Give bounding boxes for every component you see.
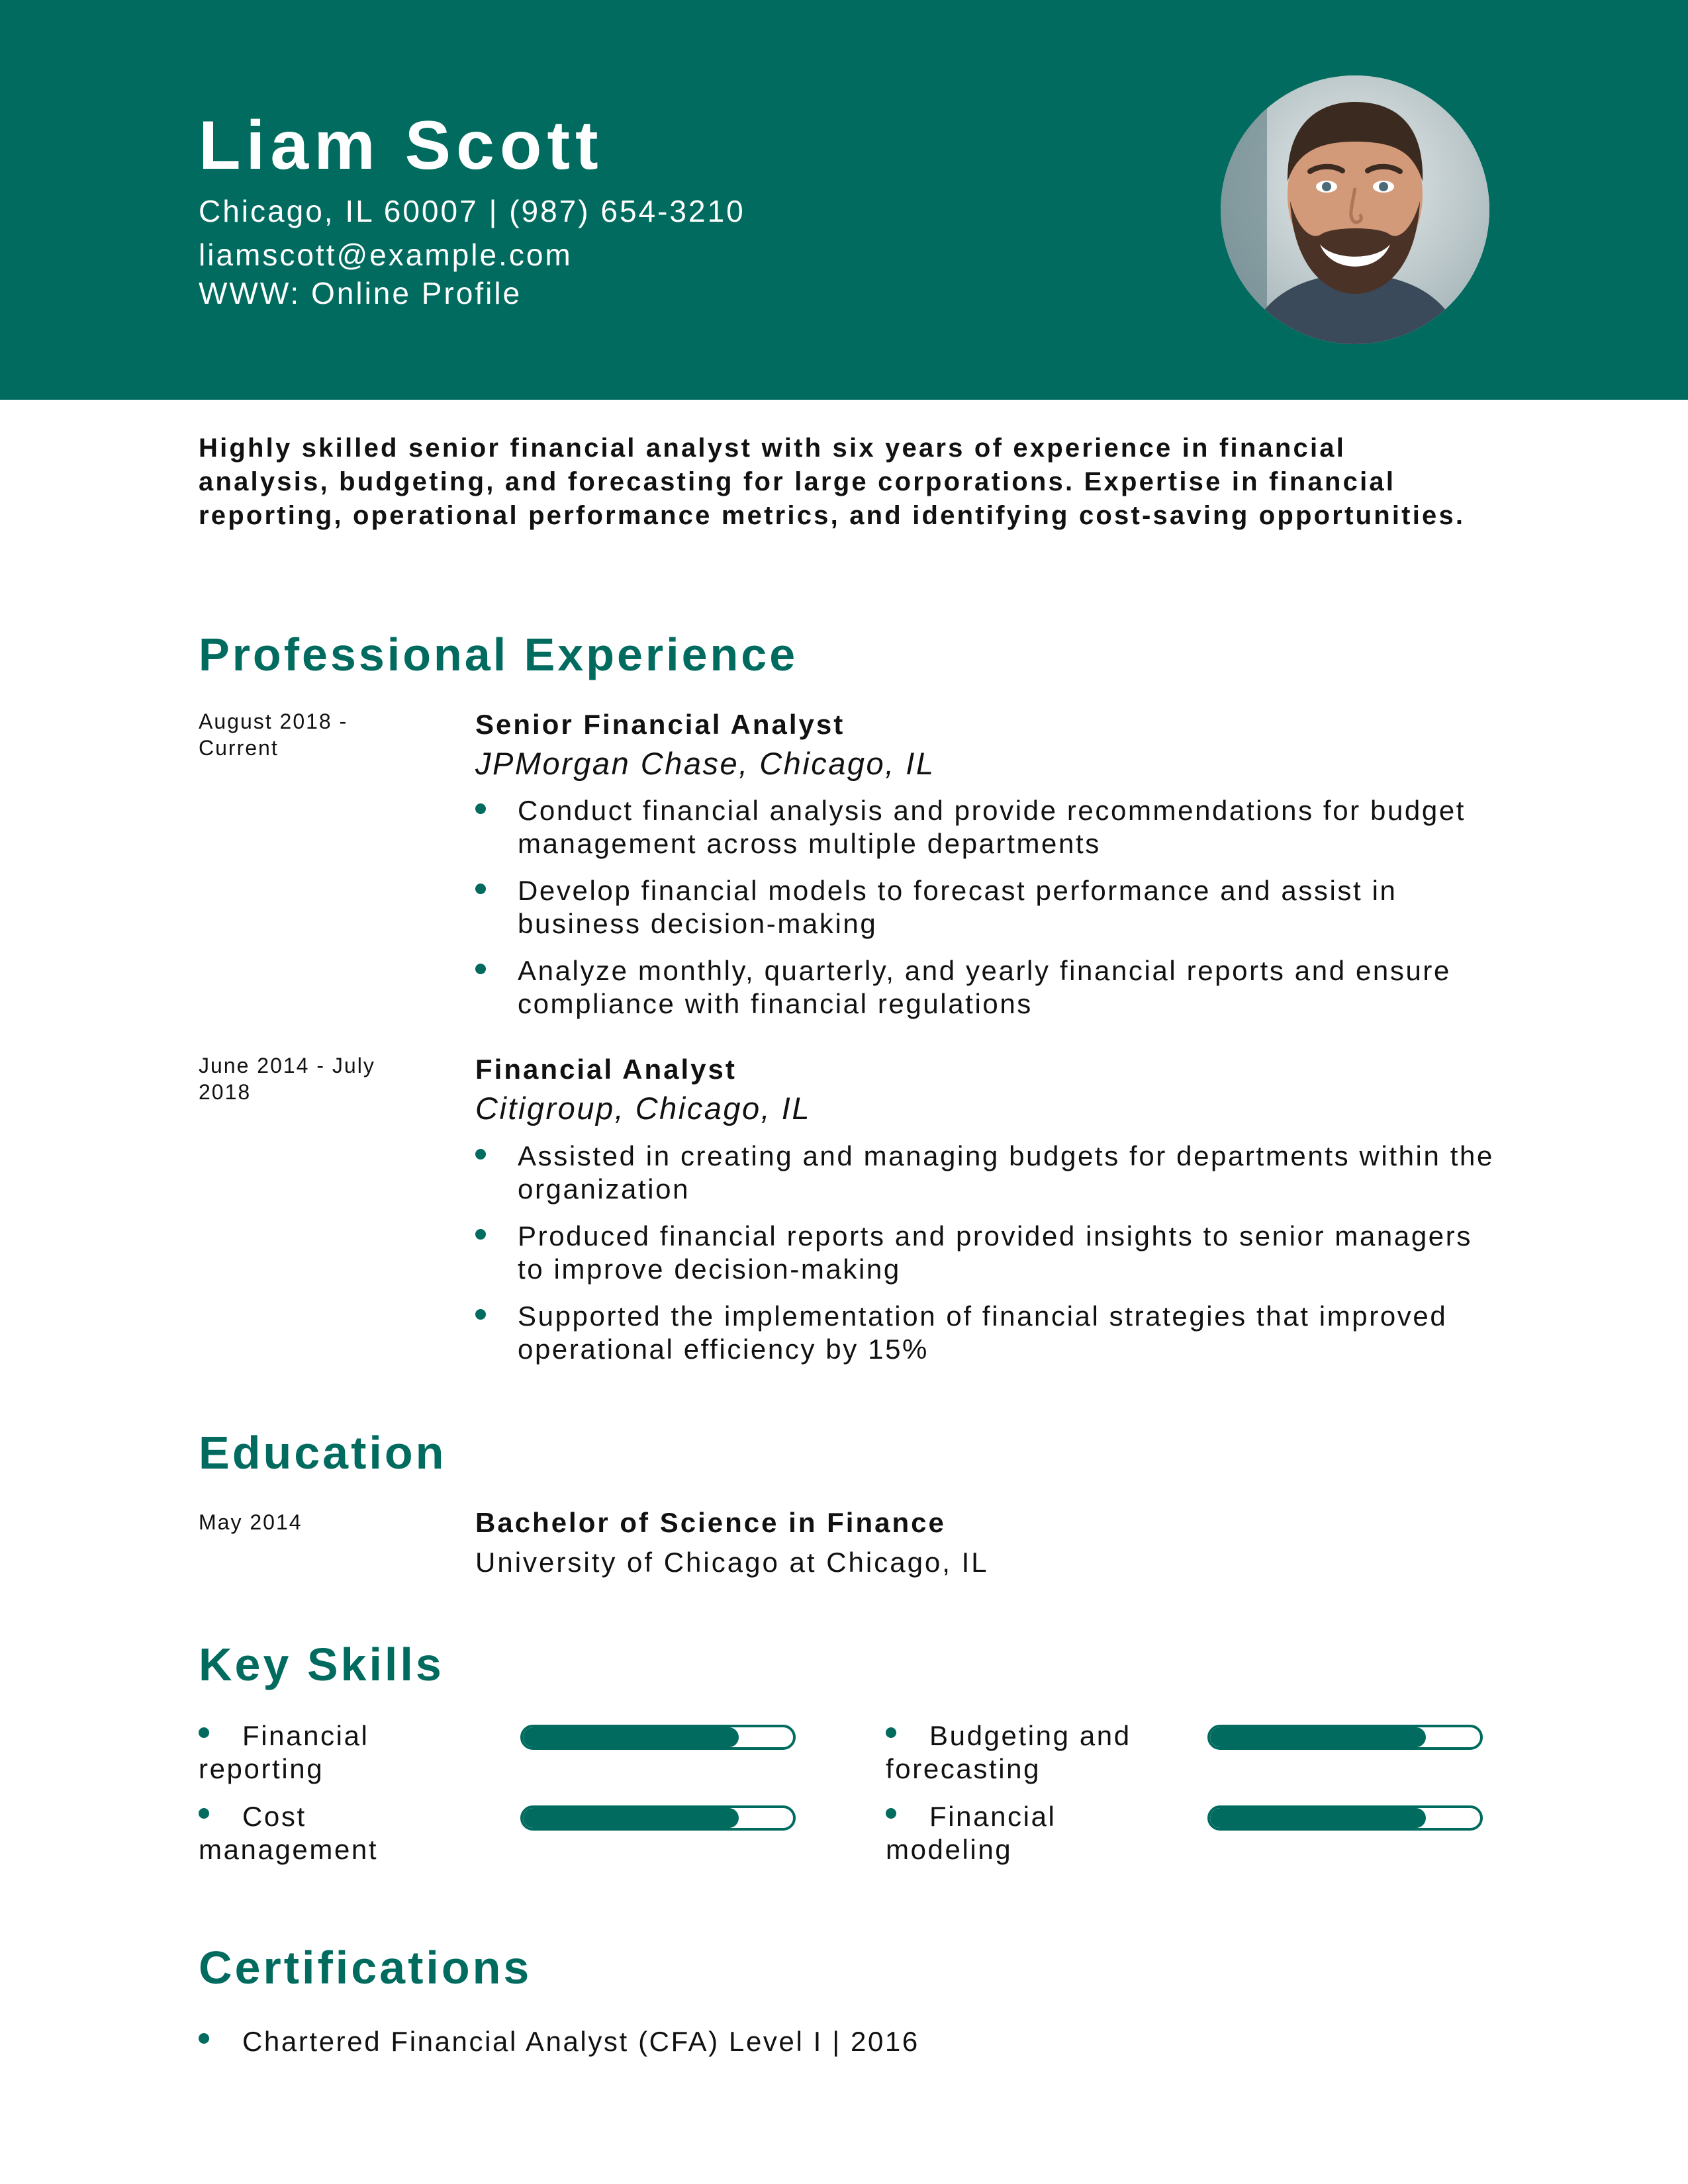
job-dates: August 2018 - Current <box>199 709 348 760</box>
skill-level-fill <box>523 1808 739 1828</box>
skill-item <box>886 1719 1548 1792</box>
skill-name: Financial modeling <box>886 1801 1056 1865</box>
profile-photo <box>1221 75 1489 344</box>
email-address[interactable]: liamscott@example.com <box>199 238 573 272</box>
skill-level-bar <box>520 1805 796 1831</box>
skill-level-fill <box>1210 1808 1426 1828</box>
skill-name: Cost management <box>199 1801 379 1865</box>
certifications-heading: Certifications <box>199 1942 532 1993</box>
education-heading: Education <box>199 1427 447 1479</box>
skill-item <box>199 1719 861 1792</box>
job-dates: June 2014 - July 2018 <box>199 1054 375 1104</box>
job-company: JPMorgan Chase, Chicago, IL <box>475 746 935 781</box>
education-date: May 2014 <box>199 1510 303 1534</box>
skill-level-bar <box>520 1725 796 1750</box>
skill-level-bar <box>1207 1805 1483 1831</box>
bullet-icon <box>475 1309 486 1320</box>
skill-level-fill <box>523 1727 739 1747</box>
header-banner <box>0 0 1688 400</box>
skill-level-fill <box>1210 1727 1426 1747</box>
bullet-icon <box>475 1149 486 1160</box>
job-company: Citigroup, Chicago, IL <box>475 1091 811 1126</box>
education-school: University of Chicago at Chicago, IL <box>475 1547 989 1578</box>
bullet-icon <box>886 1727 896 1738</box>
bullet-icon <box>475 803 486 814</box>
bullet-icon <box>199 1727 209 1738</box>
bullet-icon <box>886 1808 896 1819</box>
bullet-icon <box>475 964 486 974</box>
website-link[interactable]: WWW: Online Profile <box>199 276 522 310</box>
skill-item <box>199 1800 861 1873</box>
job-title: Financial Analyst <box>475 1054 737 1085</box>
skill-item <box>886 1800 1548 1873</box>
skills-heading: Key Skills <box>199 1639 444 1690</box>
address-phone: Chicago, IL 60007 | (987) 654-3210 <box>199 194 745 228</box>
bullet-icon <box>475 1229 486 1240</box>
portrait-illustration <box>1221 75 1489 344</box>
professional-summary: Highly skilled senior financial analyst with six years of experience in financial analysis, budgeting, and forecasting for large corporations. Expertise in financial reporting, operational performance metrics, and identifying cost-saving opportunities. <box>199 433 1466 530</box>
education-degree: Bachelor of Science in Finance <box>475 1507 946 1538</box>
experience-heading: Professional Experience <box>199 629 798 680</box>
bullet-icon <box>199 1808 209 1819</box>
certification-item: Chartered Financial Analyst (CFA) Level I | 2016 <box>199 2025 1390 2065</box>
bullet-icon <box>475 884 486 894</box>
skill-level-bar <box>1207 1725 1483 1750</box>
skill-name: Financial reporting <box>199 1720 369 1784</box>
job-title: Senior Financial Analyst <box>475 709 845 740</box>
candidate-name: Liam Scott <box>199 107 604 184</box>
skill-name: Budgeting and forecasting <box>886 1720 1131 1784</box>
bullet-icon <box>199 2033 209 2044</box>
